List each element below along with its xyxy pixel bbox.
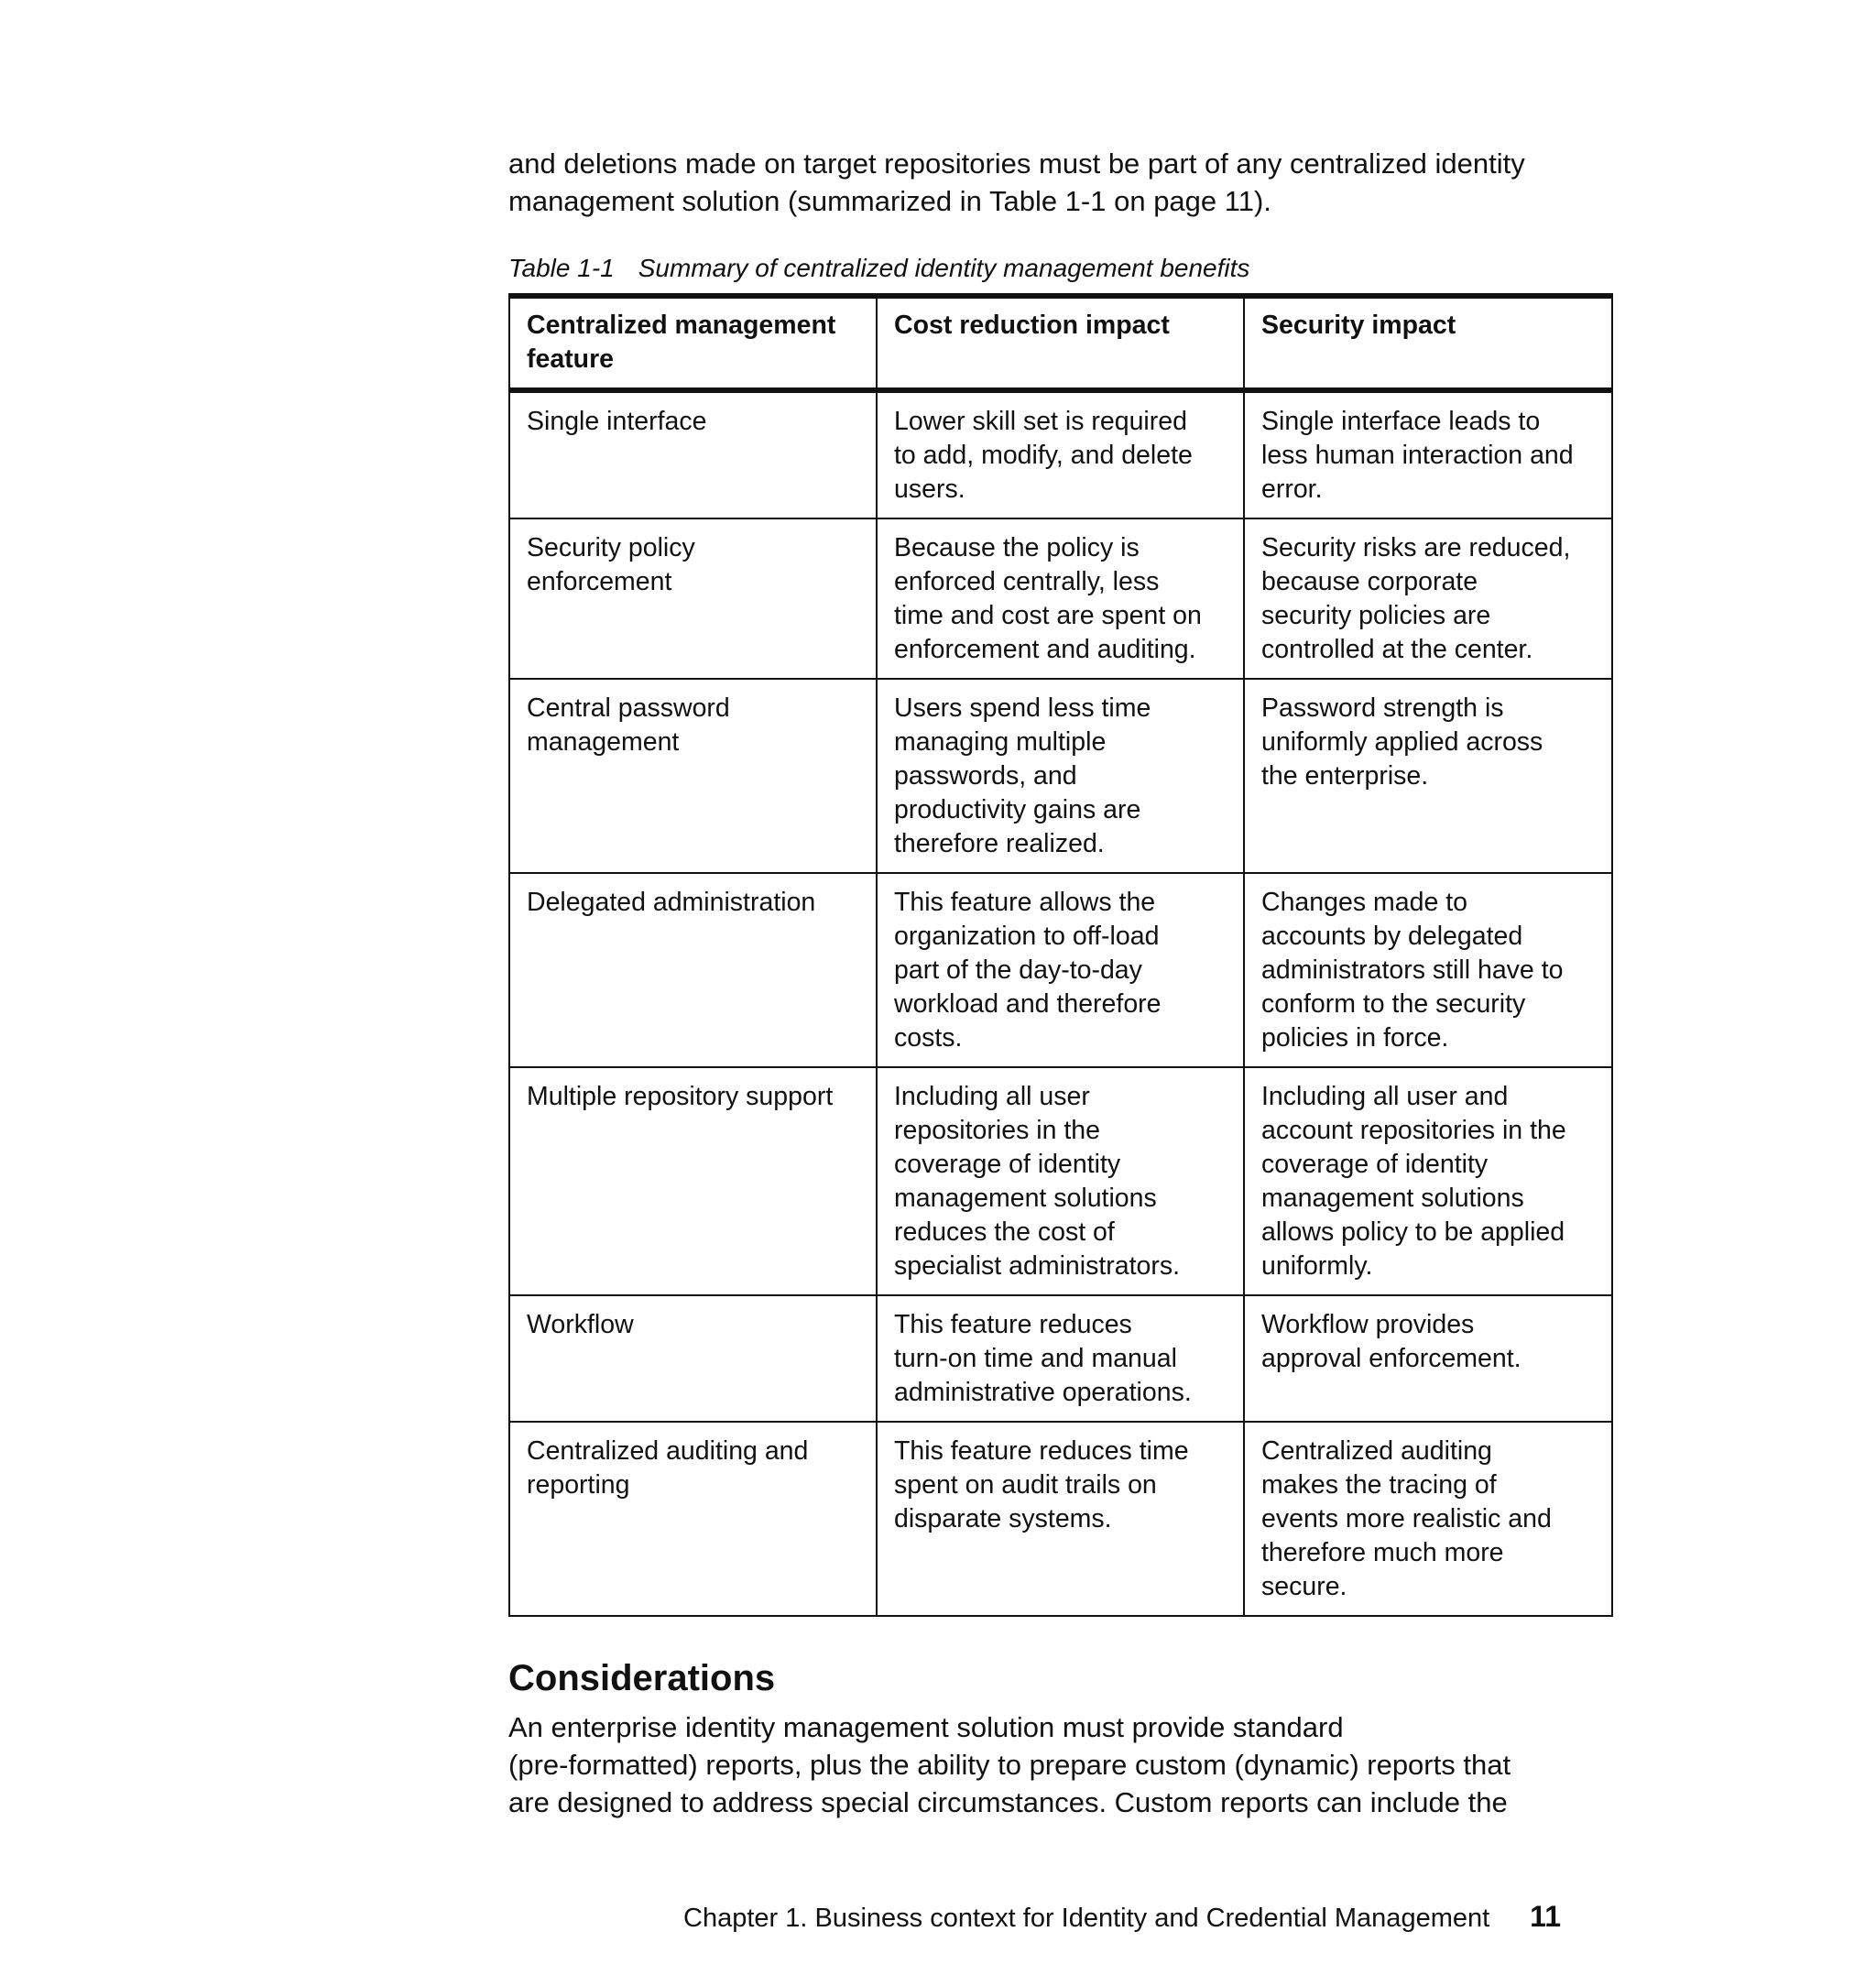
header-line: Security impact xyxy=(1261,311,1456,340)
benefits-table xyxy=(508,293,1613,1617)
cell-line: organization to off-load xyxy=(894,922,1160,951)
column-header-cost xyxy=(877,296,1244,390)
cost-reduction-cell xyxy=(877,873,1244,1067)
header-line: Cost reduction impact xyxy=(894,311,1170,340)
cell-line: Users spend less time xyxy=(894,693,1151,723)
table-header-row xyxy=(509,296,1612,390)
cell-line: users. xyxy=(894,475,965,504)
cell-line: managing multiple xyxy=(894,727,1107,757)
cell-line: policies in force. xyxy=(1261,1023,1449,1053)
table-row xyxy=(509,1295,1612,1422)
security-impact-cell xyxy=(1244,1295,1612,1422)
cell-line: therefore realized. xyxy=(894,829,1105,858)
cell-line: passwords, and xyxy=(894,761,1077,791)
cell-line: therefore much more xyxy=(1261,1538,1504,1567)
security-impact-cell xyxy=(1244,390,1612,518)
cell-line: turn-on time and manual xyxy=(894,1344,1177,1373)
cell-line: Workflow xyxy=(527,1310,634,1339)
security-impact-cell xyxy=(1244,679,1612,873)
table-header xyxy=(509,296,1612,390)
cell-line: approval enforcement. xyxy=(1261,1344,1522,1373)
feature-cell xyxy=(509,1422,877,1616)
feature-cell xyxy=(509,1295,877,1422)
cell-line: part of the day-to-day xyxy=(894,955,1142,985)
cell-line: events more realistic and xyxy=(1261,1504,1552,1533)
table-caption-label: Table 1-1 xyxy=(508,254,615,282)
cell-line: enforced centrally, less xyxy=(894,567,1160,596)
table-body xyxy=(509,390,1612,1616)
cell-line: reporting xyxy=(527,1470,630,1500)
considerations-line: (pre-formatted) reports, plus the ability to prepare custom (dynamic) reports that xyxy=(508,1749,1511,1781)
cell-line: spent on audit trails on xyxy=(894,1470,1157,1500)
cell-line: administrators still have to xyxy=(1261,955,1564,985)
cell-line: costs. xyxy=(894,1023,963,1053)
cell-line: Lower skill set is required xyxy=(894,407,1187,436)
header-line: feature xyxy=(527,344,615,374)
feature-cell xyxy=(509,1067,877,1295)
cell-line: This feature reduces time xyxy=(894,1436,1189,1466)
page-footer xyxy=(683,1900,1561,1934)
cell-line: enforcement and auditing. xyxy=(894,635,1196,664)
cell-line: uniformly. xyxy=(1261,1251,1373,1281)
cost-reduction-cell xyxy=(877,679,1244,873)
cell-line: Changes made to xyxy=(1261,888,1467,917)
cost-reduction-cell xyxy=(877,518,1244,679)
cell-line: secure. xyxy=(1261,1572,1347,1601)
cell-line: uniformly applied across xyxy=(1261,727,1543,757)
cell-line: Delegated administration xyxy=(527,888,816,917)
cell-line: specialist administrators. xyxy=(894,1251,1181,1281)
table-row xyxy=(509,1067,1612,1295)
cell-line: management solutions xyxy=(1261,1184,1524,1213)
cell-line: less human interaction and xyxy=(1261,441,1574,470)
cell-line: Workflow provides xyxy=(1261,1310,1475,1339)
cell-line: Central password xyxy=(527,693,730,723)
cell-line: Single interface leads to xyxy=(1261,407,1541,436)
intro-line: management solution (summarized in Table 1-1 on page 11). xyxy=(508,185,1271,217)
table-row xyxy=(509,679,1612,873)
security-impact-cell xyxy=(1244,1067,1612,1295)
cell-line: productivity gains are xyxy=(894,795,1141,824)
cell-line: coverage of identity xyxy=(1261,1150,1489,1179)
cell-line: disparate systems. xyxy=(894,1504,1112,1533)
column-header-feature xyxy=(509,296,877,390)
cost-reduction-cell xyxy=(877,390,1244,518)
section-heading: Considerations xyxy=(508,1658,776,1698)
cost-reduction-cell xyxy=(877,1295,1244,1422)
cost-reduction-cell xyxy=(877,1422,1244,1616)
intro-paragraph xyxy=(508,145,1617,220)
considerations-paragraph xyxy=(508,1708,1617,1821)
cell-line: repositories in the xyxy=(894,1116,1100,1145)
cell-line: Password strength is xyxy=(1261,693,1504,723)
cell-line: controlled at the center. xyxy=(1261,635,1533,664)
cell-line: the enterprise. xyxy=(1261,761,1429,791)
cell-line: enforcement xyxy=(527,567,672,596)
table-caption xyxy=(508,254,1249,283)
column-header-security xyxy=(1244,296,1612,390)
cell-line: Including all user and xyxy=(1261,1082,1509,1111)
cell-line: to add, modify, and delete xyxy=(894,441,1193,470)
table-row xyxy=(509,873,1612,1067)
feature-cell xyxy=(509,679,877,873)
security-impact-cell xyxy=(1244,518,1612,679)
cost-reduction-cell xyxy=(877,1067,1244,1295)
cell-line: This feature allows the xyxy=(894,888,1156,917)
feature-cell xyxy=(509,873,877,1067)
cell-line: Centralized auditing and xyxy=(527,1436,809,1466)
cell-line: Multiple repository support xyxy=(527,1082,834,1111)
cell-line: makes the tracing of xyxy=(1261,1470,1497,1500)
considerations-line: An enterprise identity management solution must provide standard xyxy=(508,1711,1344,1743)
cell-line: This feature reduces xyxy=(894,1310,1132,1339)
cell-line: workload and therefore xyxy=(894,989,1162,1019)
cell-line: management xyxy=(527,727,680,757)
feature-cell xyxy=(509,518,877,679)
table-row xyxy=(509,1422,1612,1616)
security-impact-cell xyxy=(1244,1422,1612,1616)
page-number: 11 xyxy=(1530,1900,1561,1933)
security-impact-cell xyxy=(1244,873,1612,1067)
cell-line: Security risks are reduced, xyxy=(1261,533,1571,562)
table-row xyxy=(509,390,1612,518)
table-caption-title: Summary of centralized identity management benefits xyxy=(638,254,1250,282)
cell-line: Because the policy is xyxy=(894,533,1140,562)
cell-line: coverage of identity xyxy=(894,1150,1121,1179)
cell-line: accounts by delegated xyxy=(1261,922,1523,951)
cell-line: security policies are xyxy=(1261,601,1491,630)
considerations-line: are designed to address special circumstances. Custom reports can include the xyxy=(508,1786,1508,1818)
feature-cell xyxy=(509,390,877,518)
cell-line: time and cost are spent on xyxy=(894,601,1202,630)
cell-line: because corporate xyxy=(1261,567,1478,596)
cell-line: conform to the security xyxy=(1261,989,1526,1019)
intro-line: and deletions made on target repositories must be part of any centralized identity xyxy=(508,147,1525,180)
cell-line: administrative operations. xyxy=(894,1378,1192,1407)
cell-line: account repositories in the xyxy=(1261,1116,1566,1145)
cell-line: Single interface xyxy=(527,407,707,436)
footer-chapter-title: Chapter 1. Business context for Identity and Credential Management xyxy=(683,1904,1490,1933)
table-row xyxy=(509,518,1612,679)
cell-line: error. xyxy=(1261,475,1323,504)
cell-line: Including all user xyxy=(894,1082,1090,1111)
cell-line: Security policy xyxy=(527,533,695,562)
header-line: Centralized management xyxy=(527,311,836,340)
cell-line: allows policy to be applied xyxy=(1261,1217,1565,1247)
cell-line: management solutions xyxy=(894,1184,1157,1213)
cell-line: Centralized auditing xyxy=(1261,1436,1492,1466)
cell-line: reduces the cost of xyxy=(894,1217,1115,1247)
